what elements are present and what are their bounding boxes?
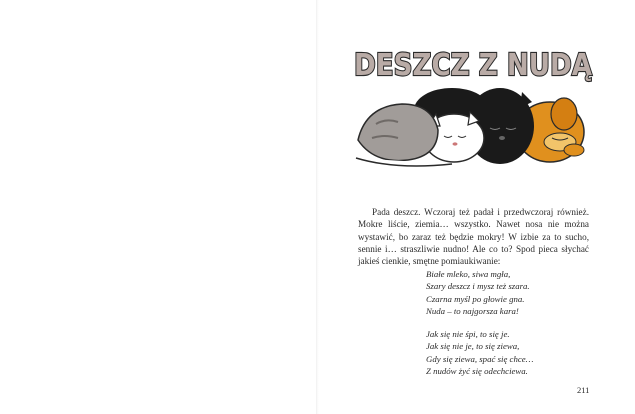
sleeping-animals-illustration: [352, 80, 592, 170]
poem-line: Nuda – to najgorsza kara!: [426, 305, 519, 316]
poem: [426, 268, 534, 388]
poem-line: Czarna myśl po głowie gna.: [426, 293, 525, 304]
poem-line: Z nudów żyć się odechciewa.: [426, 366, 528, 377]
poem-line: Białe mleko, siwa mgła,: [426, 269, 511, 279]
poem-line: Szary deszcz i mysz też szara.: [426, 281, 530, 292]
chapter-body: [358, 206, 589, 267]
intro-paragraph: Pada deszcz. Wczoraj też padał i przedwczoraj również. Mokre liście, ziemia… wszystko. Nawet nosa nie można wystawić, bo zaraz też będzie mokry! W izbie za to sucho, sennie i… straszliwie nudno! Ale co to? Spod pieca słychać jakieś cienkie, smętne pomiaukiwanie:: [358, 207, 589, 267]
poem-line: Jak się nie śpi, to się je.: [426, 329, 510, 340]
chapter-title-art: [350, 40, 600, 84]
poem-stanza: [426, 328, 534, 377]
chapter-title: DESZCZ Z NUDĄ: [354, 48, 593, 83]
poem-line: Jak się nie je, to się ziewa,: [426, 341, 520, 352]
poem-line: Gdy się ziewa, spać się chce…: [426, 353, 534, 364]
page-number: 211: [577, 385, 590, 395]
poem-stanza: [426, 268, 534, 317]
